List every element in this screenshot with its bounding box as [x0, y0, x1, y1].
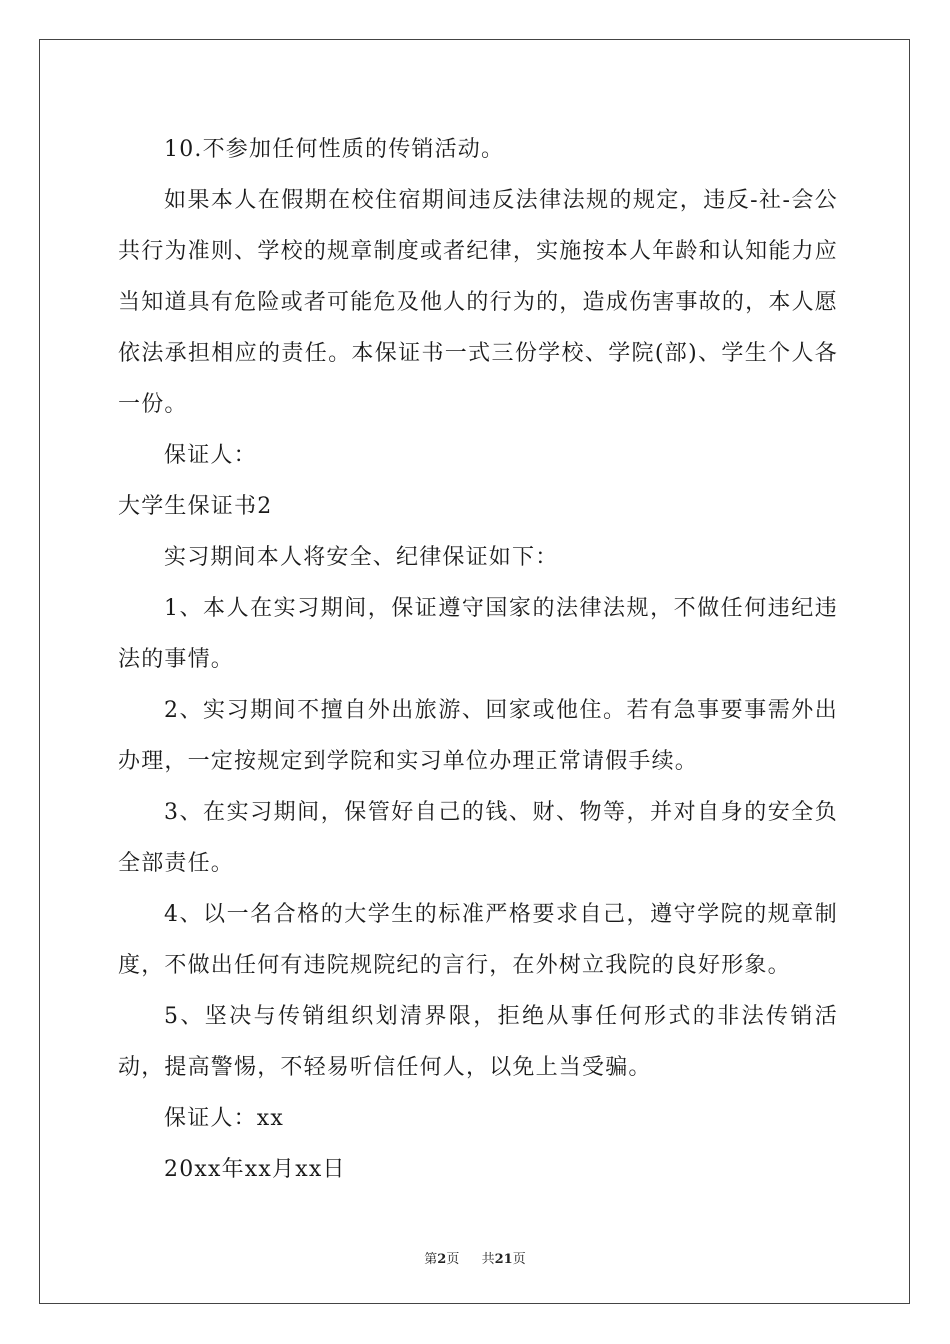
- page-footer: [0, 1248, 950, 1267]
- paragraph-intro: 实习期间本人将安全、纪律保证如下：: [164, 545, 559, 570]
- footer-page-total: 21: [494, 1252, 513, 1267]
- footer-page-current: 2: [437, 1252, 447, 1267]
- section-title: 大学生保证书2: [118, 494, 273, 519]
- footer-total-prefix: 共: [481, 1252, 495, 1267]
- guarantor-line-2: 保证人：xx: [164, 1106, 285, 1131]
- paragraph-item-2: 2、实习期间不擅自外出旅游、回家或他住。若有急事要事需外出办理，一定按规定到学院和实习单位办理正常请假手续。: [118, 698, 838, 774]
- footer-page-prefix: 第: [424, 1252, 438, 1267]
- date-line: 20xx年xx月xx日: [164, 1157, 346, 1182]
- paragraph-item-10: 10.不参加任何性质的传销活动。: [164, 137, 505, 162]
- footer-page-suffix: 页: [446, 1252, 460, 1267]
- guarantor-line-1: 保证人：: [164, 443, 257, 468]
- paragraph-item-4: 4、以一名合格的大学生的标准严格要求自己，遵守学院的规章制度，不做出任何有违院规院纪的言行，在外树立我院的良好形象。: [118, 902, 838, 978]
- footer-total-suffix: 页: [512, 1252, 526, 1267]
- paragraph-liability: 如果本人在假期在校住宿期间违反法律法规的规定，违反-社-会公共行为准则、学校的规章制度或者纪律，实施按本人年龄和认知能力应当知道具有危险或者可能危及他人的行为的，造成伤害事故的，本人愿依法承担相应的责任。本保证书一式三份学校、学院(部)、学生个人各一份。: [118, 188, 838, 417]
- paragraph-item-5: 5、坚决与传销组织划清界限，拒绝从事任何形式的非法传销活动，提高警惕，不轻易听信任何人，以免上当受骗。: [118, 1004, 838, 1080]
- paragraph-item-3: 3、在实习期间，保管好自己的钱、财、物等，并对自身的安全负全部责任。: [118, 800, 838, 876]
- paragraph-item-1: 1、本人在实习期间，保证遵守国家的法律法规，不做任何违纪违法的事情。: [118, 596, 838, 672]
- document-body: [118, 124, 838, 1195]
